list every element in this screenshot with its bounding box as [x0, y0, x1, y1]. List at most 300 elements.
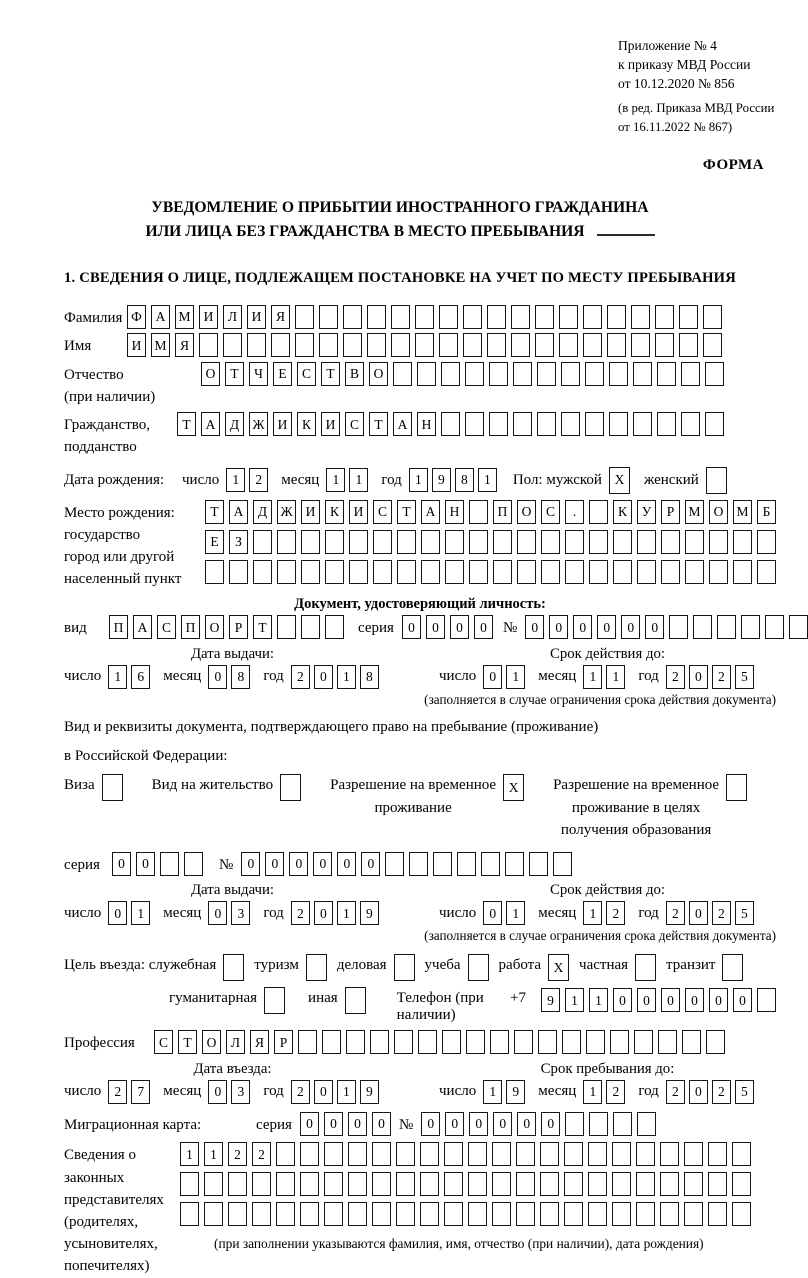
char-cell[interactable]: Т: [253, 615, 272, 639]
char-cell[interactable]: [343, 305, 362, 329]
digit-cell[interactable]: 1: [483, 1080, 502, 1104]
char-cell[interactable]: З: [229, 530, 248, 554]
char-cell[interactable]: [565, 530, 584, 554]
char-cell[interactable]: [660, 1202, 679, 1226]
char-cell[interactable]: [276, 1172, 295, 1196]
char-cell[interactable]: О: [205, 615, 224, 639]
char-cell[interactable]: [529, 852, 548, 876]
char-cell[interactable]: С: [157, 615, 176, 639]
char-cell[interactable]: [679, 333, 698, 357]
char-cell[interactable]: С: [154, 1030, 173, 1054]
char-cell[interactable]: Н: [445, 500, 464, 524]
char-cell[interactable]: 0: [421, 1112, 440, 1136]
char-cell[interactable]: 0: [541, 1112, 560, 1136]
char-cell[interactable]: [324, 1172, 343, 1196]
char-cell[interactable]: [396, 1202, 415, 1226]
char-cell[interactable]: И: [247, 305, 266, 329]
char-cell[interactable]: [223, 333, 242, 357]
char-cell[interactable]: [319, 305, 338, 329]
char-cell[interactable]: [717, 615, 736, 639]
char-cell[interactable]: [418, 1030, 437, 1054]
char-cell[interactable]: 0: [637, 988, 656, 1012]
digit-cell[interactable]: 2: [291, 901, 310, 925]
char-cell[interactable]: 0: [313, 852, 332, 876]
char-cell[interactable]: [492, 1142, 511, 1166]
char-cell[interactable]: [487, 305, 506, 329]
char-cell[interactable]: [391, 305, 410, 329]
char-cell[interactable]: [559, 333, 578, 357]
char-cell[interactable]: [415, 333, 434, 357]
char-cell[interactable]: [681, 412, 700, 436]
digit-cell[interactable]: 1: [349, 468, 368, 492]
char-cell[interactable]: [325, 530, 344, 554]
char-cell[interactable]: К: [297, 412, 316, 436]
char-cell[interactable]: [489, 412, 508, 436]
char-cell[interactable]: Ж: [277, 500, 296, 524]
char-cell[interactable]: Р: [274, 1030, 293, 1054]
char-cell[interactable]: [253, 530, 272, 554]
char-cell[interactable]: М: [175, 305, 194, 329]
char-cell[interactable]: [385, 852, 404, 876]
char-cell[interactable]: [204, 1172, 223, 1196]
char-cell[interactable]: [741, 615, 760, 639]
char-cell[interactable]: П: [109, 615, 128, 639]
temp-residence-edu-checkbox[interactable]: [726, 774, 747, 801]
char-cell[interactable]: [684, 1172, 703, 1196]
char-cell[interactable]: [348, 1172, 367, 1196]
char-cell[interactable]: [541, 530, 560, 554]
digit-cell[interactable]: 0: [208, 1080, 227, 1104]
char-cell[interactable]: [277, 560, 296, 584]
char-cell[interactable]: [685, 560, 704, 584]
char-cell[interactable]: И: [127, 333, 146, 357]
char-cell[interactable]: [682, 1030, 701, 1054]
char-cell[interactable]: [669, 615, 688, 639]
char-cell[interactable]: [705, 412, 724, 436]
char-cell[interactable]: [228, 1172, 247, 1196]
char-cell[interactable]: [538, 1030, 557, 1054]
char-cell[interactable]: [765, 615, 784, 639]
digit-cell[interactable]: 6: [131, 665, 150, 689]
char-cell[interactable]: 0: [525, 615, 544, 639]
char-cell[interactable]: [655, 305, 674, 329]
char-cell[interactable]: [516, 1142, 535, 1166]
char-cell[interactable]: Т: [397, 500, 416, 524]
char-cell[interactable]: [631, 305, 650, 329]
char-cell[interactable]: [561, 412, 580, 436]
digit-cell[interactable]: 2: [666, 665, 685, 689]
char-cell[interactable]: А: [133, 615, 152, 639]
digit-cell[interactable]: 9: [432, 468, 451, 492]
char-cell[interactable]: Д: [225, 412, 244, 436]
char-cell[interactable]: Л: [226, 1030, 245, 1054]
char-cell[interactable]: 0: [241, 852, 260, 876]
purpose-transit-checkbox[interactable]: [722, 954, 743, 981]
char-cell[interactable]: [540, 1202, 559, 1226]
char-cell[interactable]: [441, 412, 460, 436]
purpose-private-checkbox[interactable]: [635, 954, 656, 981]
char-cell[interactable]: 0: [337, 852, 356, 876]
digit-cell[interactable]: 2: [712, 1080, 731, 1104]
char-cell[interactable]: [513, 362, 532, 386]
char-cell[interactable]: [609, 362, 628, 386]
char-cell[interactable]: 0: [402, 615, 421, 639]
char-cell[interactable]: 0: [474, 615, 493, 639]
char-cell[interactable]: [487, 333, 506, 357]
char-cell[interactable]: [228, 1202, 247, 1226]
char-cell[interactable]: [271, 333, 290, 357]
char-cell[interactable]: [445, 560, 464, 584]
purpose-humanitarian-checkbox[interactable]: [264, 987, 285, 1014]
digit-cell[interactable]: 7: [131, 1080, 150, 1104]
char-cell[interactable]: [466, 1030, 485, 1054]
char-cell[interactable]: [346, 1030, 365, 1054]
char-cell[interactable]: Е: [273, 362, 292, 386]
digit-cell[interactable]: 2: [291, 665, 310, 689]
digit-cell[interactable]: 0: [689, 901, 708, 925]
char-cell[interactable]: [367, 305, 386, 329]
char-cell[interactable]: [564, 1202, 583, 1226]
digit-cell[interactable]: 2: [108, 1080, 127, 1104]
char-cell[interactable]: [468, 1202, 487, 1226]
digit-cell[interactable]: 3: [231, 901, 250, 925]
char-cell[interactable]: [637, 1112, 656, 1136]
digit-cell[interactable]: 5: [735, 1080, 754, 1104]
digit-cell[interactable]: 0: [314, 901, 333, 925]
digit-cell[interactable]: 1: [337, 665, 356, 689]
char-cell[interactable]: [657, 412, 676, 436]
char-cell[interactable]: В: [345, 362, 364, 386]
char-cell[interactable]: [585, 412, 604, 436]
char-cell[interactable]: [612, 1142, 631, 1166]
char-cell[interactable]: [636, 1202, 655, 1226]
char-cell[interactable]: 0: [265, 852, 284, 876]
char-cell[interactable]: [757, 988, 776, 1012]
digit-cell[interactable]: 1: [583, 901, 602, 925]
char-cell[interactable]: Е: [205, 530, 224, 554]
char-cell[interactable]: [300, 1172, 319, 1196]
char-cell[interactable]: [277, 530, 296, 554]
char-cell[interactable]: [589, 500, 608, 524]
char-cell[interactable]: 1: [204, 1142, 223, 1166]
char-cell[interactable]: 0: [685, 988, 704, 1012]
char-cell[interactable]: [300, 1142, 319, 1166]
digit-cell[interactable]: 1: [326, 468, 345, 492]
char-cell[interactable]: С: [541, 500, 560, 524]
char-cell[interactable]: [396, 1142, 415, 1166]
char-cell[interactable]: [468, 1172, 487, 1196]
char-cell[interactable]: [732, 1172, 751, 1196]
char-cell[interactable]: [708, 1142, 727, 1166]
char-cell[interactable]: [367, 333, 386, 357]
char-cell[interactable]: [709, 530, 728, 554]
char-cell[interactable]: О: [369, 362, 388, 386]
char-cell[interactable]: [733, 530, 752, 554]
char-cell[interactable]: [469, 500, 488, 524]
char-cell[interactable]: [633, 362, 652, 386]
char-cell[interactable]: [516, 1172, 535, 1196]
char-cell[interactable]: [589, 1112, 608, 1136]
char-cell[interactable]: [789, 615, 808, 639]
char-cell[interactable]: [439, 305, 458, 329]
char-cell[interactable]: [679, 305, 698, 329]
char-cell[interactable]: [505, 852, 524, 876]
char-cell[interactable]: [660, 1172, 679, 1196]
char-cell[interactable]: [586, 1030, 605, 1054]
digit-cell[interactable]: 8: [360, 665, 379, 689]
char-cell[interactable]: [514, 1030, 533, 1054]
char-cell[interactable]: [229, 560, 248, 584]
char-cell[interactable]: [370, 1030, 389, 1054]
char-cell[interactable]: [609, 412, 628, 436]
char-cell[interactable]: М: [733, 500, 752, 524]
char-cell[interactable]: А: [393, 412, 412, 436]
char-cell[interactable]: О: [517, 500, 536, 524]
char-cell[interactable]: [661, 560, 680, 584]
char-cell[interactable]: [394, 1030, 413, 1054]
char-cell[interactable]: Л: [223, 305, 242, 329]
char-cell[interactable]: [535, 305, 554, 329]
char-cell[interactable]: [409, 852, 428, 876]
char-cell[interactable]: [433, 852, 452, 876]
char-cell[interactable]: Ф: [127, 305, 146, 329]
char-cell[interactable]: [465, 412, 484, 436]
char-cell[interactable]: [681, 362, 700, 386]
digit-cell[interactable]: 9: [360, 901, 379, 925]
digit-cell[interactable]: 1: [478, 468, 497, 492]
char-cell[interactable]: [420, 1172, 439, 1196]
char-cell[interactable]: П: [493, 500, 512, 524]
digit-cell[interactable]: 0: [208, 901, 227, 925]
char-cell[interactable]: К: [325, 500, 344, 524]
char-cell[interactable]: У: [637, 500, 656, 524]
char-cell[interactable]: Ч: [249, 362, 268, 386]
char-cell[interactable]: [204, 1202, 223, 1226]
char-cell[interactable]: [657, 362, 676, 386]
purpose-other-checkbox[interactable]: [345, 987, 366, 1014]
char-cell[interactable]: [636, 1172, 655, 1196]
char-cell[interactable]: 0: [289, 852, 308, 876]
char-cell[interactable]: [469, 560, 488, 584]
char-cell[interactable]: [537, 412, 556, 436]
char-cell[interactable]: [693, 615, 712, 639]
char-cell[interactable]: [319, 333, 338, 357]
char-cell[interactable]: [300, 1202, 319, 1226]
char-cell[interactable]: [732, 1142, 751, 1166]
char-cell[interactable]: 0: [621, 615, 640, 639]
char-cell[interactable]: 0: [733, 988, 752, 1012]
sex-female-checkbox[interactable]: [706, 467, 727, 494]
char-cell[interactable]: 0: [372, 1112, 391, 1136]
char-cell[interactable]: [348, 1142, 367, 1166]
char-cell[interactable]: [252, 1172, 271, 1196]
char-cell[interactable]: [468, 1142, 487, 1166]
char-cell[interactable]: 0: [645, 615, 664, 639]
digit-cell[interactable]: 1: [337, 1080, 356, 1104]
char-cell[interactable]: И: [273, 412, 292, 436]
char-cell[interactable]: Р: [229, 615, 248, 639]
char-cell[interactable]: 1: [565, 988, 584, 1012]
char-cell[interactable]: [372, 1202, 391, 1226]
digit-cell[interactable]: 1: [506, 901, 525, 925]
char-cell[interactable]: [457, 852, 476, 876]
char-cell[interactable]: [465, 362, 484, 386]
char-cell[interactable]: А: [421, 500, 440, 524]
char-cell[interactable]: [349, 530, 368, 554]
char-cell[interactable]: [469, 530, 488, 554]
char-cell[interactable]: 0: [445, 1112, 464, 1136]
char-cell[interactable]: [706, 1030, 725, 1054]
char-cell[interactable]: [444, 1172, 463, 1196]
sex-male-checkbox[interactable]: X: [609, 467, 630, 494]
char-cell[interactable]: [324, 1142, 343, 1166]
char-cell[interactable]: [393, 362, 412, 386]
char-cell[interactable]: [658, 1030, 677, 1054]
char-cell[interactable]: Я: [250, 1030, 269, 1054]
char-cell[interactable]: [444, 1202, 463, 1226]
char-cell[interactable]: [324, 1202, 343, 1226]
char-cell[interactable]: [703, 305, 722, 329]
digit-cell[interactable]: 1: [583, 1080, 602, 1104]
char-cell[interactable]: [589, 530, 608, 554]
char-cell[interactable]: [684, 1202, 703, 1226]
char-cell[interactable]: [685, 530, 704, 554]
char-cell[interactable]: [757, 560, 776, 584]
char-cell[interactable]: 0: [573, 615, 592, 639]
char-cell[interactable]: [489, 362, 508, 386]
digit-cell[interactable]: 0: [108, 901, 127, 925]
digit-cell[interactable]: 0: [483, 665, 502, 689]
digit-cell[interactable]: 2: [712, 901, 731, 925]
char-cell[interactable]: 0: [300, 1112, 319, 1136]
char-cell[interactable]: 0: [426, 615, 445, 639]
digit-cell[interactable]: 0: [314, 665, 333, 689]
char-cell[interactable]: Т: [321, 362, 340, 386]
char-cell[interactable]: [490, 1030, 509, 1054]
char-cell[interactable]: [160, 852, 179, 876]
char-cell[interactable]: [655, 333, 674, 357]
char-cell[interactable]: [583, 305, 602, 329]
char-cell[interactable]: И: [301, 500, 320, 524]
char-cell[interactable]: [553, 852, 572, 876]
digit-cell[interactable]: 0: [208, 665, 227, 689]
char-cell[interactable]: Д: [253, 500, 272, 524]
char-cell[interactable]: [612, 1202, 631, 1226]
char-cell[interactable]: [199, 333, 218, 357]
purpose-study-checkbox[interactable]: [468, 954, 489, 981]
char-cell[interactable]: [445, 530, 464, 554]
char-cell[interactable]: [511, 305, 530, 329]
char-cell[interactable]: [253, 560, 272, 584]
char-cell[interactable]: 0: [661, 988, 680, 1012]
char-cell[interactable]: 0: [493, 1112, 512, 1136]
digit-cell[interactable]: 9: [506, 1080, 525, 1104]
char-cell[interactable]: [732, 1202, 751, 1226]
char-cell[interactable]: [372, 1142, 391, 1166]
char-cell[interactable]: Я: [271, 305, 290, 329]
digit-cell[interactable]: 2: [666, 901, 685, 925]
digit-cell[interactable]: 0: [689, 665, 708, 689]
digit-cell[interactable]: 1: [606, 665, 625, 689]
char-cell[interactable]: 1: [180, 1142, 199, 1166]
char-cell[interactable]: [709, 560, 728, 584]
char-cell[interactable]: [516, 1202, 535, 1226]
char-cell[interactable]: [373, 530, 392, 554]
char-cell[interactable]: [247, 333, 266, 357]
char-cell[interactable]: [589, 560, 608, 584]
char-cell[interactable]: [511, 333, 530, 357]
char-cell[interactable]: [565, 1112, 584, 1136]
char-cell[interactable]: [610, 1030, 629, 1054]
digit-cell[interactable]: 3: [231, 1080, 250, 1104]
char-cell[interactable]: [373, 560, 392, 584]
digit-cell[interactable]: 1: [583, 665, 602, 689]
purpose-tourism-checkbox[interactable]: [306, 954, 327, 981]
char-cell[interactable]: Р: [661, 500, 680, 524]
digit-cell[interactable]: 1: [226, 468, 245, 492]
char-cell[interactable]: 0: [361, 852, 380, 876]
char-cell[interactable]: [535, 333, 554, 357]
char-cell[interactable]: [391, 333, 410, 357]
digit-cell[interactable]: 1: [409, 468, 428, 492]
char-cell[interactable]: С: [297, 362, 316, 386]
char-cell[interactable]: [276, 1202, 295, 1226]
char-cell[interactable]: [417, 362, 436, 386]
char-cell[interactable]: [564, 1172, 583, 1196]
char-cell[interactable]: [517, 560, 536, 584]
char-cell[interactable]: [513, 412, 532, 436]
char-cell[interactable]: [493, 560, 512, 584]
digit-cell[interactable]: 0: [689, 1080, 708, 1104]
char-cell[interactable]: [613, 1112, 632, 1136]
char-cell[interactable]: [444, 1142, 463, 1166]
char-cell[interactable]: [493, 530, 512, 554]
char-cell[interactable]: [349, 560, 368, 584]
char-cell[interactable]: [517, 530, 536, 554]
char-cell[interactable]: [661, 530, 680, 554]
char-cell[interactable]: [301, 615, 320, 639]
char-cell[interactable]: [420, 1142, 439, 1166]
char-cell[interactable]: [588, 1172, 607, 1196]
char-cell[interactable]: [325, 560, 344, 584]
char-cell[interactable]: [298, 1030, 317, 1054]
char-cell[interactable]: М: [685, 500, 704, 524]
char-cell[interactable]: [348, 1202, 367, 1226]
char-cell[interactable]: О: [201, 362, 220, 386]
char-cell[interactable]: 2: [228, 1142, 247, 1166]
char-cell[interactable]: [708, 1172, 727, 1196]
digit-cell[interactable]: 2: [249, 468, 268, 492]
char-cell[interactable]: А: [201, 412, 220, 436]
char-cell[interactable]: С: [345, 412, 364, 436]
digit-cell[interactable]: 0: [483, 901, 502, 925]
visa-checkbox[interactable]: [102, 774, 123, 801]
digit-cell[interactable]: 5: [735, 901, 754, 925]
char-cell[interactable]: [301, 560, 320, 584]
char-cell[interactable]: А: [151, 305, 170, 329]
digit-cell[interactable]: 0: [314, 1080, 333, 1104]
char-cell[interactable]: Я: [175, 333, 194, 357]
char-cell[interactable]: [733, 560, 752, 584]
digit-cell[interactable]: 8: [455, 468, 474, 492]
char-cell[interactable]: [325, 615, 344, 639]
char-cell[interactable]: И: [349, 500, 368, 524]
char-cell[interactable]: [463, 305, 482, 329]
char-cell[interactable]: [613, 560, 632, 584]
char-cell[interactable]: [660, 1142, 679, 1166]
char-cell[interactable]: [372, 1172, 391, 1196]
digit-cell[interactable]: 1: [131, 901, 150, 925]
